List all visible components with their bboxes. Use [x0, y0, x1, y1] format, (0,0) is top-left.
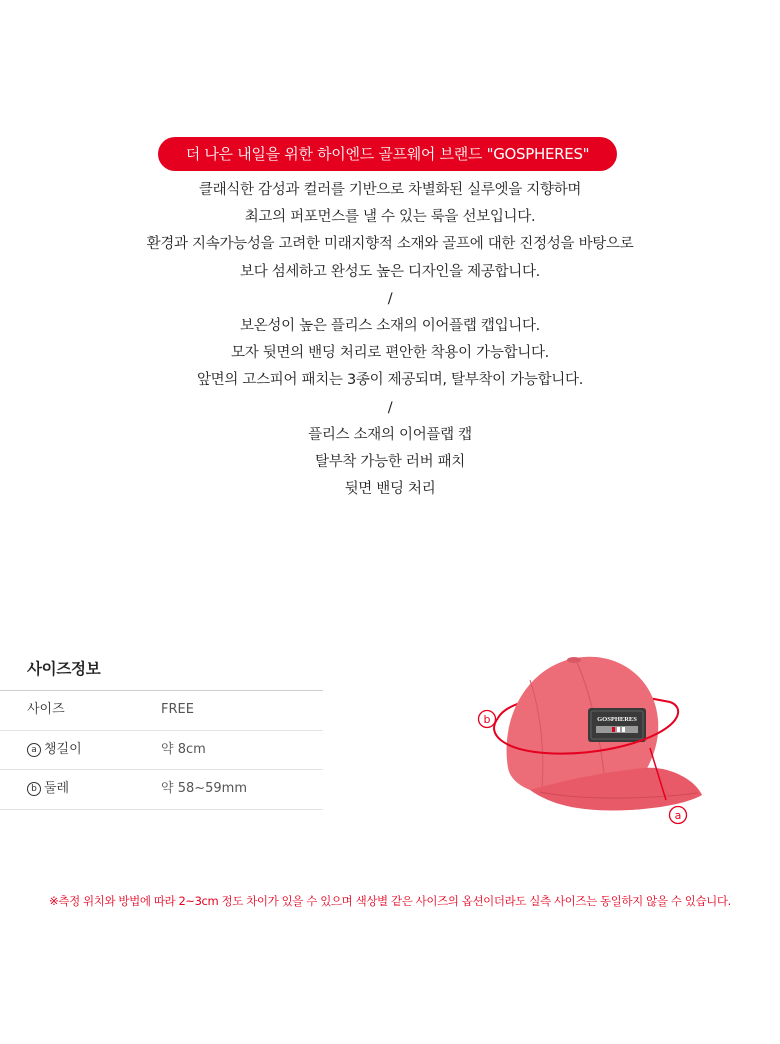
size-label: 사이즈 — [27, 702, 65, 717]
description-separator: / — [387, 290, 393, 307]
marker-a-label — [670, 807, 687, 824]
brand-badge: 더 나은 내일을 위한 하이엔드 골프웨어 브랜드 "GOSPHERES" — [158, 137, 617, 171]
svg-text:b: b — [483, 713, 491, 726]
size-value: FREE — [161, 702, 194, 717]
brim-length-label: 챙길이 — [44, 741, 82, 757]
measurement-note: ※측정 위치와 방법에 따라 2~3cm 정도 차이가 있을 수 있으며 색상별 같은 사이즈의 옵션이더라도 실측 사이즈는 동일하지 않을 수 있습니다. — [49, 894, 731, 908]
marker-b-icon: b — [27, 782, 41, 796]
gospheres-patch — [588, 708, 646, 742]
size-row-brim-length — [0, 731, 323, 771]
size-row-size — [0, 691, 323, 731]
patch-logo-text: GOSPHERES — [597, 716, 637, 723]
circumference-label: 둘레 — [44, 781, 70, 796]
cap-measurement-illustration — [470, 640, 710, 840]
feature-line: 뒷면 밴딩 처리 — [344, 481, 436, 498]
description-line: 클래식한 감성과 컬러를 기반으로 차별화된 실루엣을 지향하며 — [198, 182, 582, 198]
marker-b-label — [479, 711, 496, 728]
size-table — [0, 690, 323, 810]
brim-length-value: 약 8cm — [161, 741, 206, 757]
feature-line: 탈부착 가능한 러버 패치 — [315, 453, 465, 470]
description-line: 환경과 지속가능성을 고려한 미래지향적 소재와 골프에 대한 진정성을 바탕으로 — [146, 236, 634, 253]
circumference-value: 약 58~59mm — [161, 781, 247, 796]
size-row-circumference — [0, 770, 323, 810]
description-separator: / — [387, 399, 393, 416]
feature-line: 플리스 소재의 이어플랩 캡 — [308, 426, 472, 443]
product-description — [0, 177, 780, 503]
description-line: 보다 섬세하고 완성도 높은 디자인을 제공합니다. — [240, 263, 540, 280]
size-info-title: 사이즈정보 — [27, 660, 101, 678]
description-line: 보온성이 높은 플리스 소재의 이어플랩 캡입니다. — [240, 317, 540, 334]
marker-a-icon: a — [27, 743, 41, 757]
cap-button — [567, 657, 581, 663]
svg-text:a: a — [674, 809, 682, 822]
description-line: 최고의 퍼포먼스를 낼 수 있는 룩을 선보입니다. — [244, 209, 536, 226]
description-line: 모자 뒷면의 밴딩 처리로 편안한 착용이 가능합니다. — [230, 345, 549, 362]
description-line: 앞면의 고스피어 패치는 3종이 제공되며, 탈부착이 가능합니다. — [196, 372, 584, 389]
